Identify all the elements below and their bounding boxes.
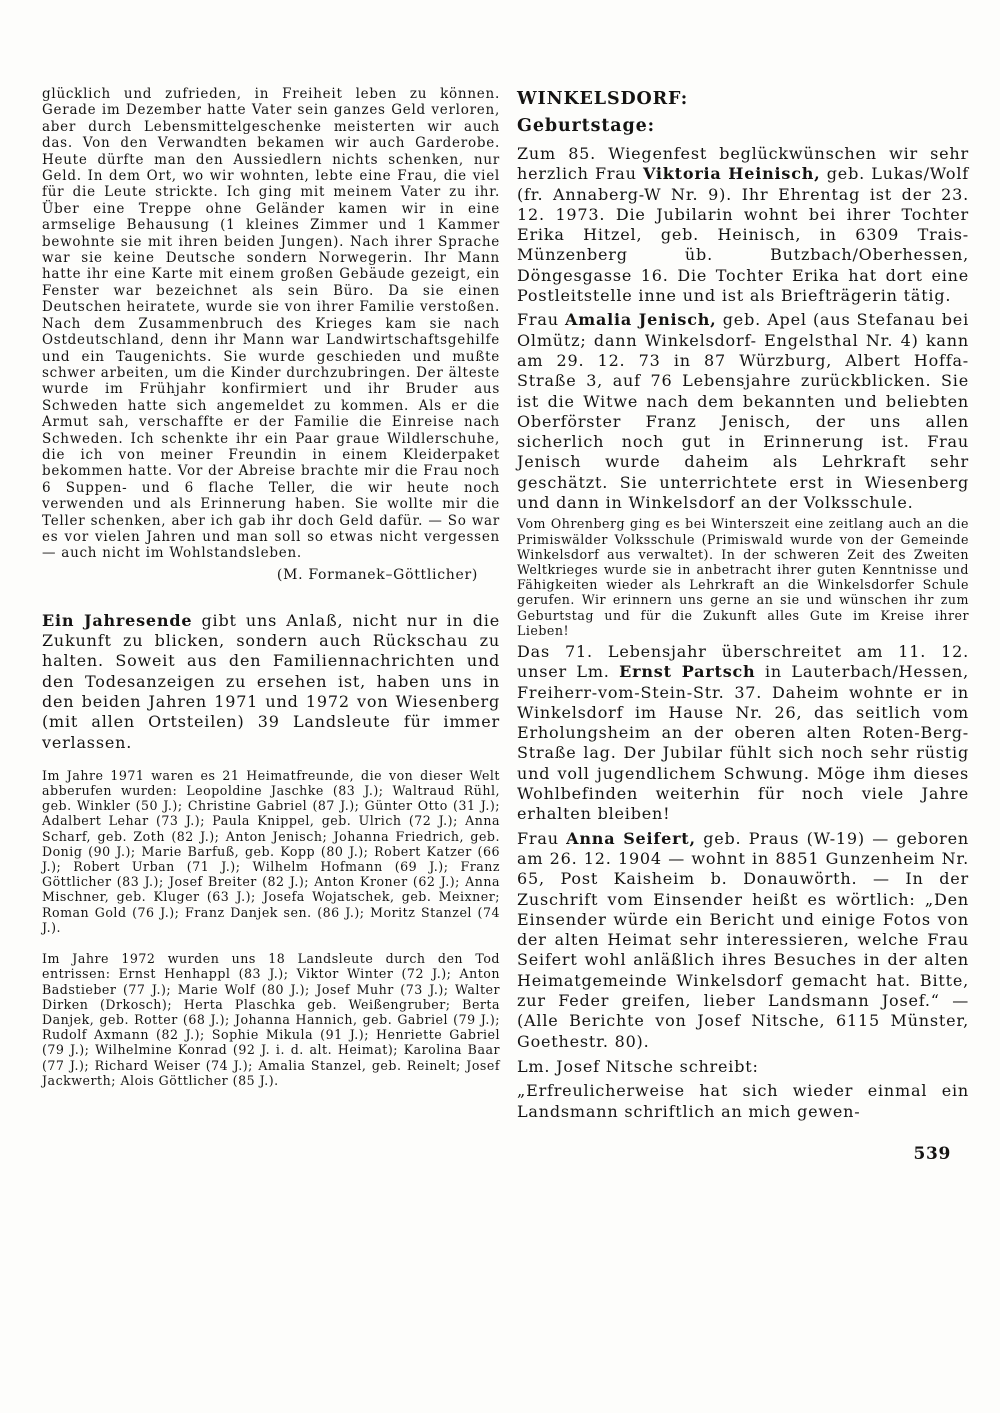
section-heading: WINKELSDORF: [517,89,689,109]
birthday-seifert-paragraph [517,829,969,1052]
partsch-post: in Lauterbach/Hessen, Freiherr-vom-Stein-Str. 37. Daheim wohnte er in Winkelsdorf im Hause Nr. 26, das seitlich vom Erholungsheim an der oberen alten Roten-Berg-Straße lag. Der Jubilar fühlt sich noch sehr rüstig und voll jugendlichem Schwung. Möge ihm dieses Wohlbefinden weiterhin für noch viele Jahre erhalten bleiben! [517,662,969,824]
jenisch-name: Amalia Jenisch, [565,310,717,330]
partsch-name: Ernst Partsch [619,662,756,682]
right-column [517,86,969,1164]
year-end-paragraph [42,611,500,753]
heinisch-post: geb. Lukas/Wolf (fr. Annaberg-W Nr. 9). Ihr Ehrentag ist der 23. 12. 1973. Die Jubilarin wohnt bei ihrer Tochter Erika Hitzel, geb. Heinisch, in 6309 Trais-Münzenberg üb. Butzbach/Oberhessen, Döngesgasse 16. Die Tochter Erika hat dort eine Postleitstelle inne und ist als Briefträgerin tätig. [517,164,969,306]
seifert-post: geb. Praus (W-19) — geboren am 26. 12. 1904 — wohnt in 8851 Gunzenheim Nr. 65, Post Kaisheim b. Donauwörth. — In der Zuschrift vom Einsender heißt es wörtlich: „Den Einsender würde ein Bericht und einige Fotos von der alten Heimat sehr interessieren, welche Frau Seifert wohl anläßlich ihres Besuches in der alten Heimatgemeinde Winkelsdorf gemacht hat. Bitte, zur Feder greifen, lieber Landsmann Josef.“ — (Alle Berichte von Josef Nitsche, 6115 Münster, Goethestr. 80). [517,828,969,1051]
seifert-name: Anna Seifert, [566,828,696,848]
birthday-partsch-paragraph [517,642,969,825]
author-signature: (M. Formanek–Göttlicher) [276,566,478,583]
left-column [42,86,500,1088]
page-number: 539 [913,1143,951,1164]
seifert-pre: Frau [517,828,567,848]
deaths-1971-paragraph: Im Jahre 1971 waren es 21 Heimatfreunde, die von dieser Welt abberufen wurden: Leopoldine Jaschke (83 J.); Waltraud Rühl, geb. Winkler (50 J.); Christine Gabriel (87 J.); Günter Otto (31 J.); Adalbert Lehar (73 J.); Paula Knippel, geb. Ulrich (72 J.); Anna Scharf, geb. Zoth (82 J.); Anton Jenisch; Johanna Friedrich, geb. Donig (90 J.); Marie Barfuß, geb. Kopp (80 J.); Robert Katzer (66 J.); Robert Urban (71 J.); Wilhelm Hofmann (69 J.); Franz Göttlicher (83 J.); Josef Breiter (82 J.); Anton Kroner (62 J.); Anna Mischner, geb. Kluger (63 J.); Josefa Wojatschek, geb. Meixner; Roman Gold (76 J.); Franz Danjek sen. (86 J.); Moritz Stanzel (74 J.). [42,767,500,935]
heinisch-pre: Zum 85. Wiegenfest beglückwünschen wir sehr herzlich Frau [517,144,969,184]
year-end-text: gibt uns Anlaß, nicht nur in die Zukunft zu blicken, sondern auch Rückschau zu halten. Soweit aus den Familiennachrichten und den Todesanzeigen zu ersehen ist, haben uns in den beiden Jahren 1971 und 1972 von Wiesenberg (mit allen Ortsteilen) 39 Landsleute für immer verlassen. [42,610,500,752]
year-end-lead: Ein Jahresende [42,610,193,630]
continuation-paragraph: glücklich und zufrieden, in Freiheit leben zu können. Gerade im Dezember hatte Vater sein ganzes Geld verloren, aber durch Lebensmittelgeschenke meisterten wir auch das. Von den Verwandten bekamen wir auch Garderobe. Heute dürfte man den Aussiedlern nichts schenken, nur Geld. In dem Ort, wo wir wohnten, lebte eine Frau, die viel für die Leute strickte. Ich ging mit meinem Vater zu ihr. Über eine Treppe ohne Geländer kamen wir in eine armselige Behausung (1 kleines Zimmer und 1 Kammer bewohnte sie mit ihren beiden Jungen). Nach ihrer Sprache war sie keine Deutsche sondern Norwegerin. Ihr Mann hatte ihr eine Karte mit einem großen Gebäude gezeigt, ein Fenster war bezeichnet als sein Büro. Da sie einen Deutschen heiratete, wurde sie von ihrer Familie verstoßen. Nach dem Zusammenbruch des Krieges kam sie nach Ostdeutschland, denn ihr Mann war Landwirtschaftsgehilfe und ein Taugenichts. Sie wurde geschieden und mußte schwer arbeiten, um die Kinder durchzubringen. Der älteste wurde im Frühjahr konfirmiert und ihr Bruder aus Schweden hatte sich angemeldet zu kommen. Als er die Armut sah, verschaffte er der Familie die Einreise nach Schweden. Ich schenkte ihr ein Paar graue Wildlerschuhe, die ich von meiner Freundin in einem Kleiderpaket bekommen hatte. Vor der Abreise brachte mir die Frau noch 6 Suppen- und 6 flache Teller, die wir heute noch verwenden und als Erinnerung haben. Sie wollte mir die Teller schenken, aber ich gab ihr doch Geld dafür. — So war es vor vielen Jahren und man soll so etwas nicht vergessen — auch nicht im Wohlstandsleben. [42,86,500,562]
jenisch-post: geb. Apel (aus Stefanau bei Olmütz; dann Winkelsdorf- Engelsthal Nr. 4) kann am 29. 12. 73 in 87 Würzburg, Albert Hoffa-Straße 3, auf 76 Lebensjahre zurückblicken. Sie ist die Witwe nach dem bekannten und beliebten Oberförster Franz Jenisch, der uns allen sicherlich noch gut in Erinnerung ist. Frau Jenisch wurde daheim als Lehrkraft sehr geschätzt. Sie unterrichtete erst in Wiesenberg und dann in Winkelsdorf an der Volksschule. [517,310,969,513]
deaths-1972-paragraph: Im Jahre 1972 wurden uns 18 Landsleute durch den Tod entrissen: Ernst Henhappl (83 J.); Viktor Winter (72 J.); Anton Badstieber (77 J.); Marie Wolf (80 J.); Josef Muhr (73 J.); Walter Dirken (Drkosch); Herta Plaschka geb. Weißengruber; Berta Danjek, geb. Rotter (68 J.); Johanna Hannich, geb. Gabriel (79 J.); Rudolf Axmann (82 J.); Sophie Mikula (91 J.); Henriette Gabriel (79 J.); Wilhelmine Konrad (92 J. i. d. alt. Heimat); Karolina Baar (77 J.); Richard Weiser (74 J.); Amalia Stanzel, geb. Reinelt; Josef Jackwerth; Alois Göttlicher (85 J.). [42,951,500,1088]
nitsche-intro-line: Lm. Josef Nitsche schreibt: [517,1056,759,1076]
birthday-jenisch-paragraph [517,310,969,513]
heinisch-name: Viktoria Heinisch, [642,164,821,184]
partsch-pre: Das 71. Lebensjahr überschreitet am 11. 12. unser Lm. [517,641,969,682]
birthday-heinisch-paragraph [517,144,969,306]
jenisch-note-paragraph: Vom Ohrenberg ging es bei Winterszeit eine zeitlang auch an die Primiswälder Volksschule (Primiswald wurde von der Gemeinde Winkelsdorf aus verwaltet). In der schweren Zeit des Zweiten Weltkrieges wurde sie in anbetracht ihrer guten Kenntnisse und Fähigkeiten wieder als Lehrkraft an die Winkelsdorfer Schule gerufen. Wir erinnern uns gerne an sie und wünschen ihr zum Geburtstag und für die Zukunft alles Gute im Kreise ihrer Lieben! [517,516,969,638]
nitsche-quote-paragraph: „Erfreulicherweise hat sich wieder einmal ein Landsmann schriftlich an mich gewen- [517,1081,969,1121]
subsection-heading: Geburtstage: [517,116,655,136]
jenisch-pre: Frau [517,310,565,330]
